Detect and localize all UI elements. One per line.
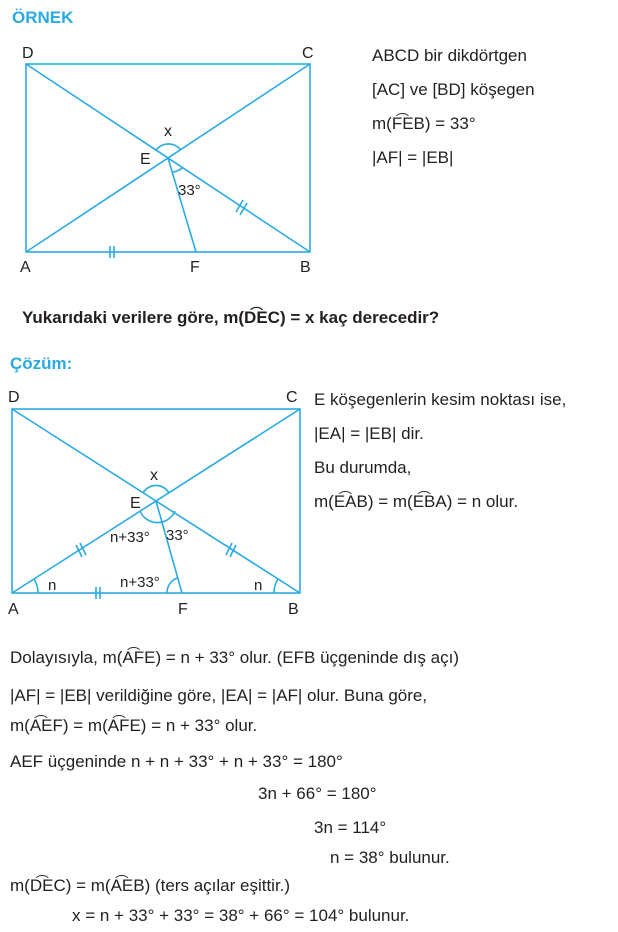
solution-line-2: |AF| = |EB| verildiğine göre, |EA| = |AF| olur. Buna göre, [10, 686, 428, 705]
label-x: x [164, 123, 172, 140]
label-a: A [20, 259, 31, 276]
solution-line-5: 3n + 66° = 180° [258, 784, 377, 803]
label-f: F [190, 259, 200, 276]
label-b-solution: B [288, 601, 299, 618]
label-c: C [302, 45, 314, 62]
angle-arc-f [167, 578, 177, 593]
label-f-solution: F [178, 601, 188, 618]
solution-line-1: Dolayısıyla, m(A͡FE) = n + 33° olur. (EFB üçgeninde dış açı) [10, 648, 459, 667]
solution-line-8: m(D͡EC) = m(A͡EB) (ters açılar eşittir.) [10, 876, 291, 895]
label-d: D [22, 45, 34, 62]
solution-side-4: m(E͡AB) = m(E͡BA) = n olur. [314, 492, 519, 511]
given-line-1: ABCD bir dikdörtgen [372, 46, 527, 65]
given-line-2: [AC] ve [BD] köşegen [372, 80, 535, 99]
label-c-solution: C [286, 389, 298, 406]
angle-arc-n-left [34, 579, 38, 593]
solution-side-1: E köşegenlerin kesim noktası ise, [314, 390, 567, 409]
solution-line-4: AEF üçgeninde n + n + 33° + n + 33° = 180° [10, 752, 343, 771]
label-d-solution: D [8, 389, 20, 406]
label-angle-f: n+33° [120, 574, 160, 591]
label-angle-right-e: 33° [166, 527, 189, 544]
solution-heading: Çözüm: [10, 354, 73, 373]
label-e-solution: E [130, 495, 141, 512]
solution-line-6: 3n = 114° [314, 818, 387, 837]
label-n-left: n [48, 577, 57, 594]
label-angle-left-e: n+33° [110, 529, 150, 546]
label-angle-33: 33° [178, 182, 201, 199]
angle-arc-x-solution [143, 485, 169, 493]
label-e: E [140, 151, 151, 168]
angle-arc-e-bottom [140, 511, 175, 523]
solution-line-3: m(A͡EF) = m(A͡FE) = n + 33° olur. [10, 716, 258, 735]
label-n-right: n [254, 577, 263, 594]
label-x-solution: x [150, 467, 158, 484]
solution-side-3: Bu durumda, [314, 458, 412, 477]
given-line-4: |AF| = |EB| [372, 148, 454, 167]
angle-arc-n-right [274, 579, 278, 593]
solution-side-2: |EA| = |EB| dir. [314, 424, 424, 443]
label-b: B [300, 259, 311, 276]
question-text: Yukarıdaki verilere göre, m(D͡EC) = x kaç derecedir? [22, 308, 440, 327]
label-a-solution: A [8, 601, 19, 618]
example-heading: ÖRNEK [12, 8, 74, 27]
solution-line-7: n = 38° bulunur. [330, 848, 450, 867]
solution-line-9: x = n + 33° + 33° = 38° + 66° = 104° bulunur. [72, 906, 410, 925]
given-line-3: m(F͡EB) = 33° [372, 114, 476, 133]
